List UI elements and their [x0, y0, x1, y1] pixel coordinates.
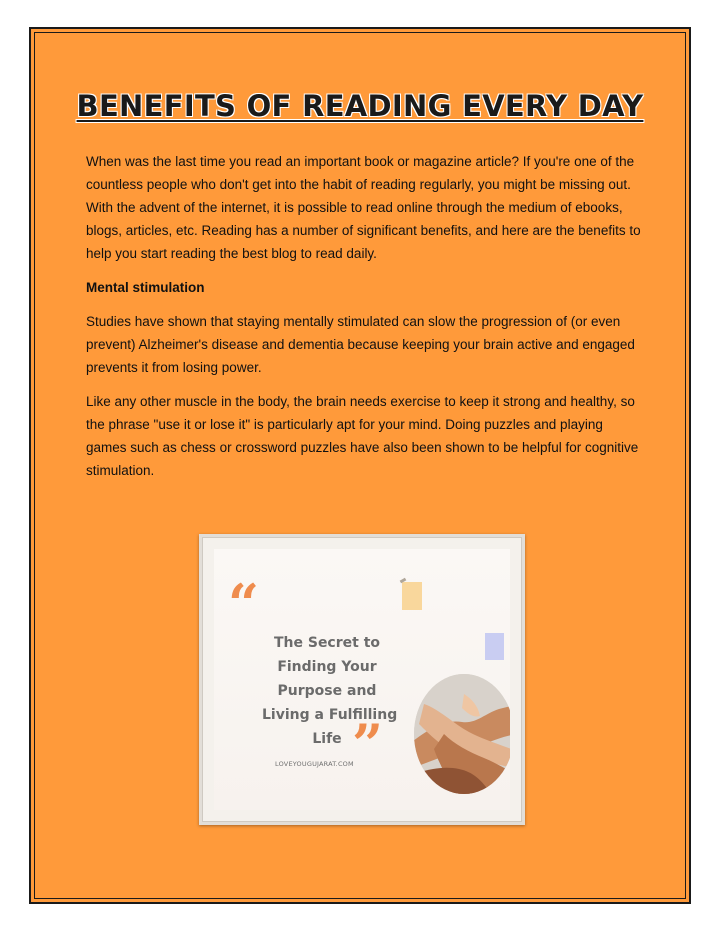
- page-title: BENEFITS OF READING EVERY DAY: [76, 89, 644, 123]
- document-page: [29, 27, 691, 904]
- close-quote-icon: ”: [352, 712, 384, 776]
- article-body: [86, 150, 641, 493]
- section-heading: Mental stimulation: [86, 280, 205, 295]
- image-canvas: [214, 549, 510, 810]
- body-paragraph: Like any other muscle in the body, the brain needs exercise to keep it strong and healthy, so the phrase "use it or lose it" is particularly apt for your mind. Doing puzzles and playing games such as chess or crossword puzzles have also been shown to be helpful for cognitive stimulation.: [86, 394, 639, 478]
- intro-paragraph: When was the last time you read an important book or magazine article? If you're one of the countless people who don't get into the habit of reading regularly, you might be missing out. With the advent of the internet, it is possible to read online through the medium of ebooks, blogs, articles, etc. Reading has a number of significant benefits, and here are the benefits to help you start reading the best blog to read daily.: [86, 154, 641, 261]
- caption-line: The Secret to: [273, 635, 381, 651]
- caption-line: Living a Fulfilling: [262, 707, 398, 723]
- caption-line: Life: [312, 731, 342, 747]
- framed-image: [199, 534, 525, 825]
- sticky-note-decoration: [485, 633, 504, 660]
- body-paragraph: Studies have shown that staying mentally stimulated can slow the progression of (or even prevent) Alzheimer's disease and dementia because keeping your brain active and engaged prevents it from losing power.: [86, 314, 635, 375]
- hands-illustration: [414, 674, 510, 794]
- website-label: LOVEYOUGUJARAT.COM: [275, 760, 354, 768]
- caption-line: Finding Your: [277, 659, 377, 675]
- open-quote-icon: “: [228, 572, 260, 636]
- hands-photo: [414, 674, 510, 794]
- caption-line: Purpose and: [277, 683, 377, 699]
- sticky-note-decoration: [402, 582, 422, 610]
